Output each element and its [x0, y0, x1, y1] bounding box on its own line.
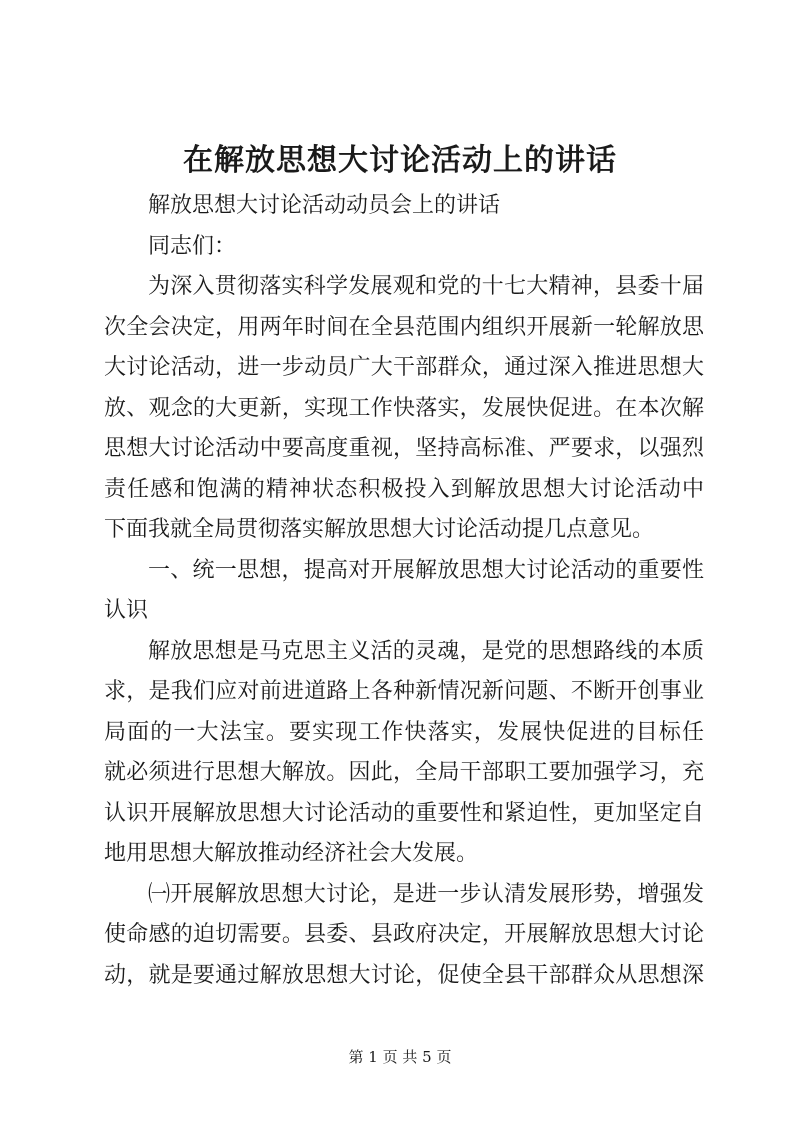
body-line: 下面我就全局贯彻落实解放思想大讨论活动提几点意见。 — [104, 517, 655, 542]
body-line: 认识 — [104, 598, 149, 623]
body-line: 就必须进行思想大解放。因此，全局干部职工要加强学习，充 — [104, 760, 704, 785]
body-line: 解放思想是马克思主义活的灵魂，是党的思想路线的本质 — [148, 638, 704, 664]
body-line: 同志们： — [148, 233, 237, 259]
body-line: 次全会决定，用两年时间在全县范围内组织开展新一轮解放思 — [104, 314, 704, 340]
page-footer: 第 1 页 共 5 页 — [348, 1048, 452, 1066]
body-line: 为深入贯彻落实科学发展观和党的十七大精神，县委十届 — [148, 274, 704, 299]
body-line: 责任感和饱满的精神状态积极投入到解放思想大讨论活动中 — [104, 476, 704, 502]
body-line: 局面的一大法宝。要实现工作快落实，发展快促进的目标任 — [104, 719, 704, 745]
document-title: 在解放思想大讨论活动上的讲话 — [183, 143, 617, 178]
body-line: 大讨论活动，进一步动员广大干部群众，通过深入推进思想大 — [104, 355, 704, 380]
body-line: 求，是我们应对前进道路上各种新情况新问题、不断开创事业 — [104, 679, 704, 704]
body-line: 一、统一思想，提高对开展解放思想大讨论活动的重要性 — [148, 557, 704, 583]
document-body — [104, 186, 704, 996]
body-line: 使命感的迫切需要。县委、县政府决定，开展解放思想大讨论 — [104, 922, 704, 947]
body-line: 地用思想大解放推动经济社会大发展。 — [104, 841, 479, 866]
body-line: 放、观念的大更新，实现工作快落实，发展快促进。在本次解 — [104, 395, 704, 421]
body-line: 解放思想大讨论活动动员会上的讲话 — [148, 193, 501, 218]
body-line: 动，就是要通过解放思想大讨论，促使全县干部群众从思想深 — [104, 962, 704, 988]
body-line: 认识开展解放思想大讨论活动的重要性和紧迫性，更加坚定自 — [104, 800, 704, 826]
body-line: ㈠开展解放思想大讨论，是进一步认清发展形势，增强发 — [148, 881, 704, 907]
body-line: 思想大讨论活动中要高度重视，坚持高标准、严要求，以强烈 — [104, 436, 704, 461]
